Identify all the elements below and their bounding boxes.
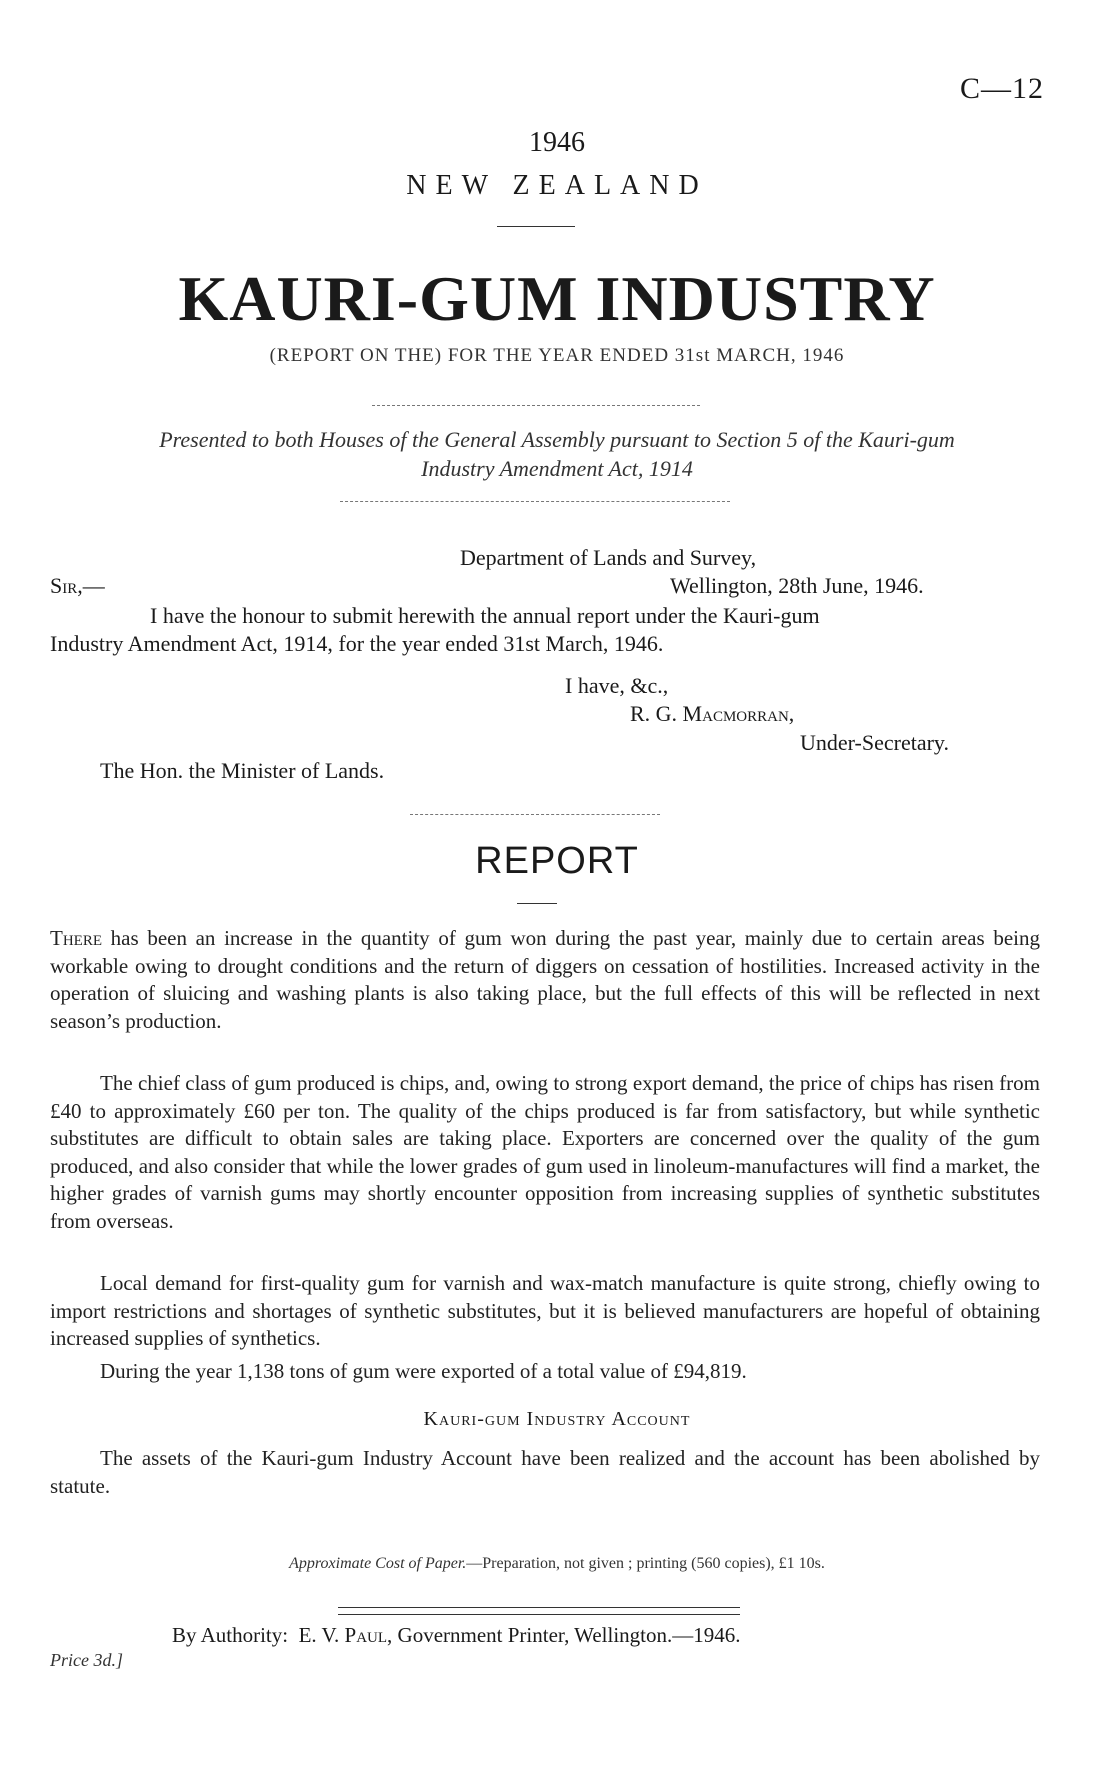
department-line: Department of Lands and Survey, xyxy=(460,545,757,570)
cost-text: —Preparation, not given ; printing (560 copies), £1 10s. xyxy=(466,1555,825,1572)
salutation: Sir,— xyxy=(50,573,105,598)
divider xyxy=(338,1614,740,1615)
authority-label: By Authority: xyxy=(172,1623,289,1647)
presented-line-1: Presented to both Houses of the General Assembly pursuant to Section 5 of the Kauri-gum xyxy=(159,427,955,452)
place-date: Wellington, 28th June, 1946. xyxy=(670,573,924,598)
price: Price 3d.] xyxy=(50,1650,123,1670)
signatory: R. G. Macmorran, xyxy=(630,701,795,726)
report-heading: REPORT xyxy=(475,840,639,882)
account-heading: Kauri-gum Industry Account xyxy=(423,1408,691,1430)
letter-closing: I have, &c., xyxy=(565,673,669,698)
paragraph-text: has been an increase in the quantity of gum won during the past year, mainly due to certain areas being workable owing to drought conditions and the return of diggers on cessation of hostilities. Increased activity in the operation of sluicing and washing plants is also taking place, but the full effects of this will be reflected in next season’s production. xyxy=(50,926,1040,1033)
printer-name: E. V. Paul, xyxy=(298,1623,393,1647)
report-paragraph-3: Local demand for first-quality gum for varnish and wax-match manufacture is quite strong, chiefly owing to import restrictions and shortages of synthetic substitutes, but it is believed manufacturers are hopeful of obtaining increased supplies of synthetics. xyxy=(50,1271,1040,1350)
document-year: 1946 xyxy=(529,127,585,158)
cost-note xyxy=(0,1555,1114,1573)
report-paragraph-4: During the year 1,138 tons of gum were exported of a total value of £94,819. xyxy=(100,1359,747,1383)
divider xyxy=(497,226,575,227)
divider xyxy=(517,903,557,904)
printer-rest: Government Printer, Wellington.—1946. xyxy=(397,1623,741,1647)
paragraph-lead-word: There xyxy=(50,926,102,950)
divider xyxy=(338,1607,740,1608)
divider xyxy=(340,501,730,502)
addressee: The Hon. the Minister of Lands. xyxy=(100,758,385,783)
divider xyxy=(410,814,660,815)
country-heading: NEW ZEALAND xyxy=(406,170,708,201)
signatory-position: Under-Secretary. xyxy=(800,730,949,755)
document-code: C—12 xyxy=(959,72,1044,105)
authority-line xyxy=(172,1623,740,1648)
cost-label: Approximate Cost of Paper. xyxy=(289,1555,467,1572)
letter-body-line-1: I have the honour to submit herewith the annual report under the Kauri-gum xyxy=(150,603,820,628)
report-paragraph-1 xyxy=(50,925,1040,1035)
report-paragraph-5: The assets of the Kauri-gum Industry Account have been realized and the account has been abolished by statute. xyxy=(50,1446,1040,1498)
divider xyxy=(372,405,700,406)
letter-body-line-2: Industry Amendment Act, 1914, for the year ended 31st March, 1946. xyxy=(50,631,664,656)
presented-line-2: Industry Amendment Act, 1914 xyxy=(421,456,693,481)
report-subtitle: (REPORT ON THE) FOR THE YEAR ENDED 31st MARCH, 1946 xyxy=(269,345,845,366)
report-paragraph-2: The chief class of gum produced is chips, and, owing to strong export demand, the price of chips has risen from £40 to approximately £60 per ton. The quality of the chips produced is far from satisfactory, but while synthetic substitutes are difficult to obtain sales are taking place. Exporters are concerned over the quality of the gum produced, and also consider that while the lower grades of gum used in linoleum-manufactures will find a market, the higher grades of varnish gums may shortly encounter opposition from increasing supplies of synthetic substitutes from overseas. xyxy=(50,1071,1040,1233)
report-title: KAURI-GUM INDUSTRY xyxy=(178,263,936,334)
